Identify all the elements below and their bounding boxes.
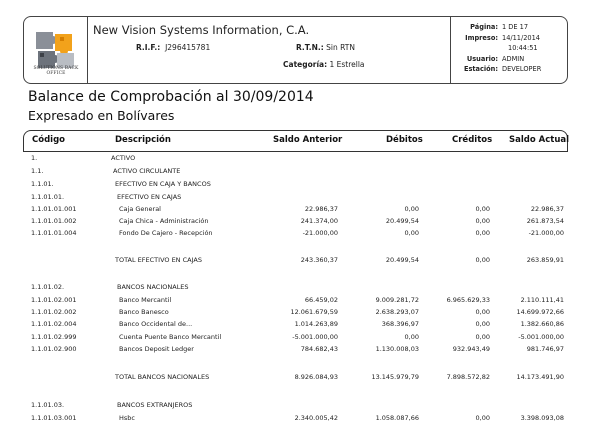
debitos-cell: 0,00 (404, 205, 419, 213)
table-row (0, 296, 589, 307)
row-code: 1.1.01.02.999 (31, 333, 77, 341)
saldo-actual-cell: 2.110.111,41 (520, 296, 564, 304)
saldo-anterior-cell: -21.000,00 (302, 229, 338, 237)
col-saldo-actual: Saldo Actual (509, 135, 570, 145)
impreso-label: Impreso: (465, 33, 498, 42)
rtn-value: Sin RTN (326, 43, 355, 52)
row-code: 1.1. (31, 167, 44, 175)
estacion-label: Estación: (463, 65, 498, 74)
categoria-value: 1 Estrella (329, 60, 365, 69)
row-description: ACTIVO CIRCULANTE (113, 167, 181, 175)
row-code: 1.1.01.01.002 (31, 217, 77, 225)
row-code: 1.1.01.02.900 (31, 345, 77, 353)
table-row (0, 205, 589, 216)
debitos-cell: 20.499,54 (385, 256, 419, 264)
creditos-cell: 0,00 (475, 308, 490, 316)
row-description: Banco Mercantil (119, 296, 172, 304)
saldo-anterior-cell: 243.360,37 (300, 256, 338, 264)
row-code: 1. (31, 154, 38, 162)
logo-caption: SOLUTIONS BACK OFFICE (33, 66, 79, 76)
company-name: New Vision Systems Information, C.A. (93, 23, 310, 37)
creditos-cell: 0,00 (475, 229, 490, 237)
saldo-actual-cell: 263.859,91 (526, 256, 564, 264)
report-subtitle: Expresado en Bolívares (28, 108, 175, 123)
row-description: ACTIVO (111, 154, 136, 162)
row-description: Fondo De Cajero - Recepción (119, 229, 213, 237)
creditos-cell: 0,00 (475, 414, 490, 422)
table-row (0, 229, 589, 240)
saldo-anterior-cell: 1.014.263,89 (294, 320, 338, 328)
saldo-actual-cell: -5.001.000,00 (518, 333, 564, 341)
saldo-actual-cell: 22.986,37 (530, 205, 564, 213)
saldo-actual-cell: 261.873,54 (526, 217, 564, 225)
usuario-label: Usuario: (466, 54, 498, 63)
row-description: Hsbc (119, 414, 135, 422)
debitos-cell: 1.058.087,66 (375, 414, 419, 422)
debitos-cell: 1.130.008,03 (375, 345, 419, 353)
row-description: EFECTIVO EN CAJA Y BANCOS (115, 180, 211, 188)
row-description: Bancos Deposit Ledger (119, 345, 194, 353)
table-row (0, 373, 589, 384)
row-code: 1.1.01.03.001 (31, 414, 77, 422)
creditos-cell: 932.943,49 (452, 345, 490, 353)
creditos-cell: 0,00 (475, 217, 490, 225)
table-row (0, 180, 589, 191)
col-saldo-anterior: Saldo Anterior (273, 135, 343, 145)
row-description: TOTAL EFECTIVO EN CAJAS (115, 256, 202, 264)
table-row (0, 193, 589, 204)
row-code: 1.1.01.03. (31, 401, 65, 409)
saldo-anterior-cell: 8.926.084,93 (294, 373, 338, 381)
debitos-cell: 2.638.293,07 (375, 308, 419, 316)
saldo-anterior-cell: -5.001.000,00 (292, 333, 338, 341)
creditos-cell: 0,00 (475, 205, 490, 213)
creditos-cell: 0,00 (475, 256, 490, 264)
table-row (0, 401, 589, 412)
table-row (0, 333, 589, 344)
table-row (0, 217, 589, 228)
table-row (0, 256, 589, 267)
row-code: 1.1.01.01. (31, 193, 65, 201)
table-row (0, 283, 589, 294)
creditos-cell: 0,00 (475, 320, 490, 328)
saldo-actual-cell: 14.699.972,66 (516, 308, 564, 316)
creditos-cell: 7.898.572,82 (446, 373, 490, 381)
col-descripcion: Descripción (115, 135, 171, 145)
impreso-time: 10:44:51 (508, 44, 538, 53)
table-row (0, 320, 589, 331)
row-code: 1.1.01.02. (31, 283, 65, 291)
impreso-date: 14/11/2014 (502, 33, 541, 42)
saldo-actual-cell: 1.382.660,86 (520, 320, 564, 328)
saldo-anterior-cell: 784.682,43 (300, 345, 338, 353)
debitos-cell: 0,00 (404, 229, 419, 237)
col-creditos: Créditos (452, 135, 493, 145)
debitos-cell: 9.009.281,72 (375, 296, 419, 304)
saldo-anterior-cell: 22.986,37 (304, 205, 338, 213)
row-description: Caja Chica - Administración (119, 217, 209, 225)
col-debitos: Débitos (386, 135, 423, 145)
row-description: TOTAL BANCOS NACIONALES (115, 373, 210, 381)
row-description: BANCOS EXTRANJEROS (117, 401, 193, 409)
table-row (0, 154, 589, 165)
rif-value: J296415781 (165, 43, 211, 52)
creditos-cell: 6.965.629,33 (446, 296, 490, 304)
estacion-value: DEVELOPER (502, 65, 542, 74)
saldo-actual-cell: 14.173.491,90 (516, 373, 564, 381)
debitos-cell: 368.396,97 (381, 320, 419, 328)
table-row (0, 345, 589, 356)
row-code: 1.1.01.01.004 (31, 229, 77, 237)
saldo-actual-cell: -21.000,00 (528, 229, 564, 237)
row-code: 1.1.01.02.002 (31, 308, 77, 316)
table-row (0, 167, 589, 178)
pagina-label: Página: (470, 23, 498, 31)
saldo-anterior-cell: 66.459,02 (304, 296, 338, 304)
debitos-cell: 0,00 (404, 333, 419, 341)
row-description: BANCOS NACIONALES (117, 283, 189, 291)
row-description: Cuenta Puente Banco Mercantil (119, 333, 222, 341)
saldo-anterior-cell: 241.374,00 (300, 217, 338, 225)
saldo-anterior-cell: 2.340.005,42 (294, 414, 338, 422)
row-code: 1.1.01. (31, 180, 54, 188)
row-description: EFECTIVO EN CAJAS (117, 193, 182, 201)
row-description: Banco Occidental de... (119, 320, 193, 328)
row-code: 1.1.01.01.001 (31, 205, 77, 213)
table-row (0, 308, 589, 319)
row-code: 1.1.01.02.001 (31, 296, 77, 304)
row-description: Caja General (119, 205, 161, 213)
debitos-cell: 20.499,54 (385, 217, 419, 225)
saldo-anterior-cell: 12.061.679,59 (290, 308, 338, 316)
saldo-actual-cell: 3.398.093,08 (520, 414, 564, 422)
rtn-label: R.T.N.: (296, 43, 324, 52)
pagina-value: 1 DE 17 (502, 23, 529, 31)
debitos-cell: 13.145.979,79 (371, 373, 419, 381)
report-title: Balance de Comprobación al 30/09/2014 (28, 89, 314, 105)
row-description: Banco Banesco (119, 308, 169, 316)
usuario-value: ADMIN (502, 54, 525, 63)
creditos-cell: 0,00 (475, 333, 490, 341)
categoria-label: Categoría: (283, 60, 328, 69)
col-codigo: Código (32, 135, 65, 145)
table-row (0, 414, 589, 425)
saldo-actual-cell: 981.746,97 (526, 345, 564, 353)
rif-label: R.I.F.: (136, 43, 161, 52)
row-code: 1.1.01.02.004 (31, 320, 77, 328)
